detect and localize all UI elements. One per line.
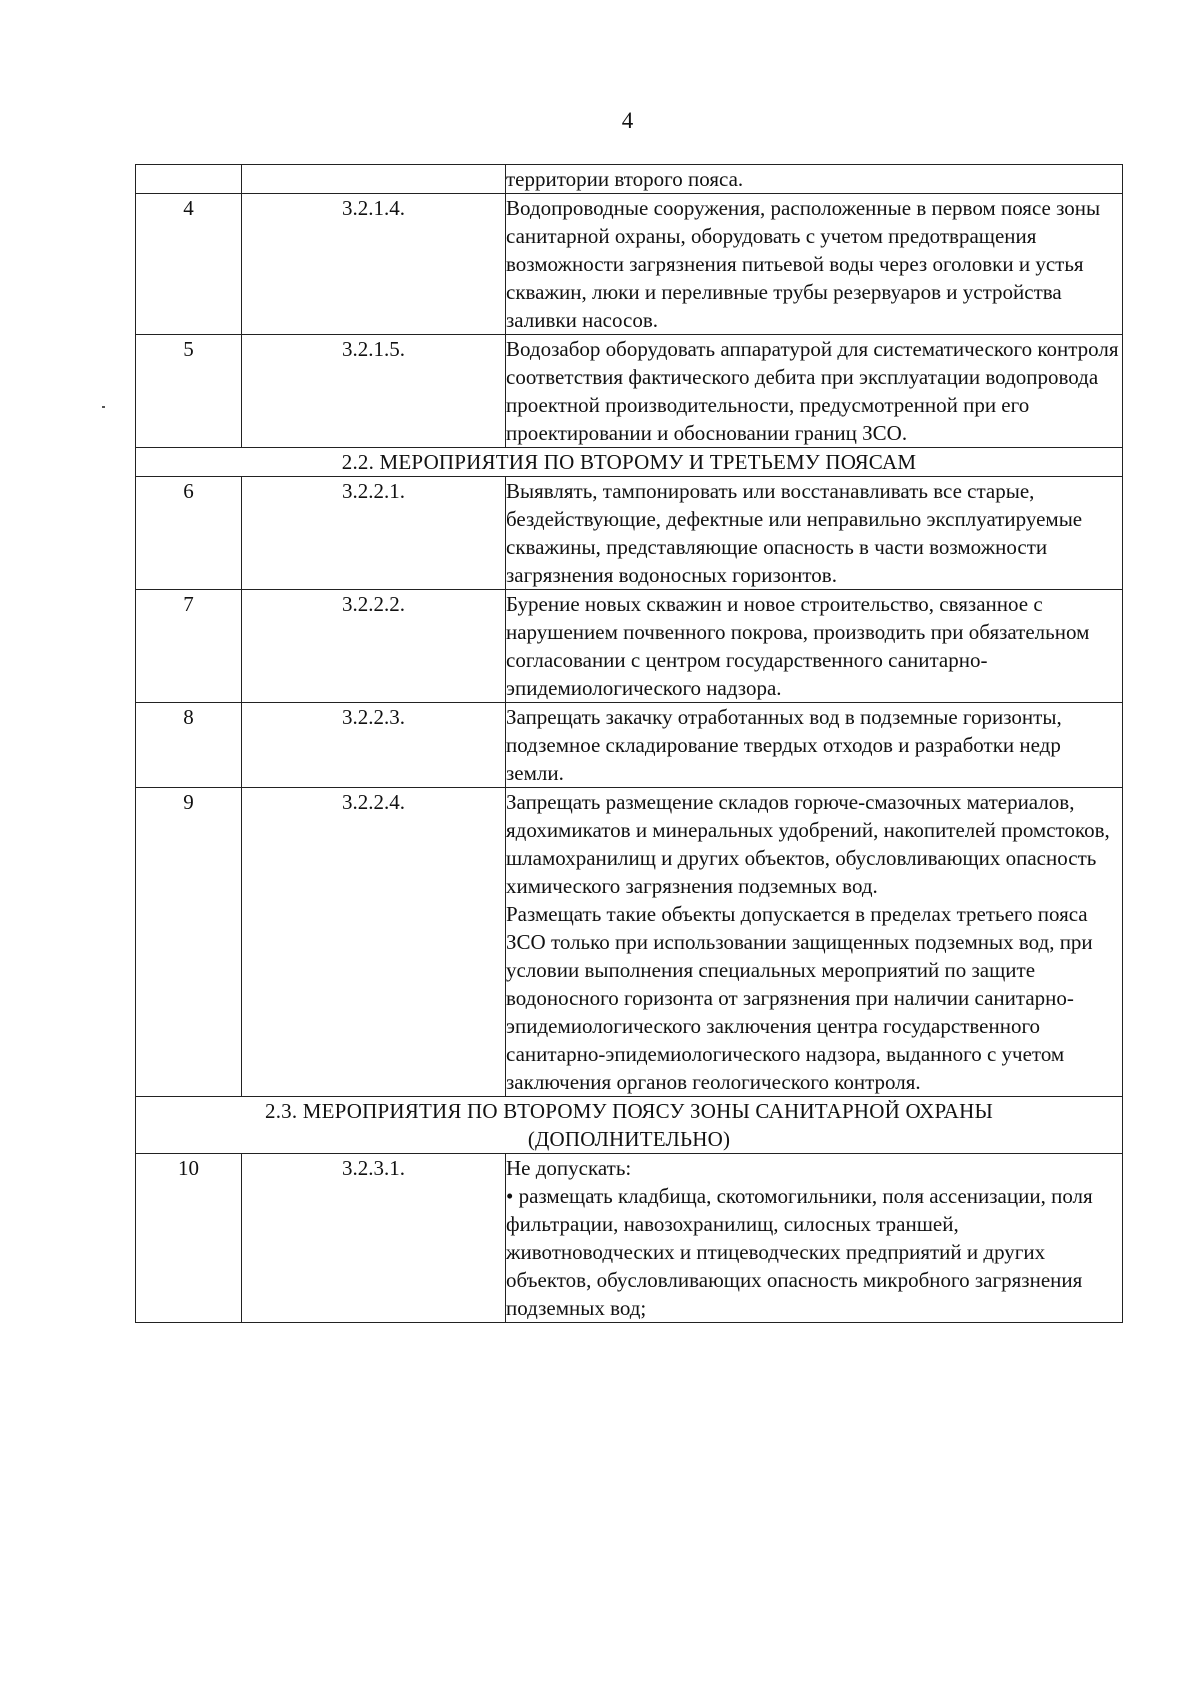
measure-text [506, 1154, 1123, 1323]
clause-code [242, 165, 506, 194]
clause-code: 3.2.2.4. [242, 788, 506, 1097]
clause-code: 3.2.1.5. [242, 335, 506, 448]
measure-paragraph: Размещать такие объекты допускается в пределах третьего пояса ЗСО только при использовании защищенных подземных вод, при условии выполнения специальных мероприятий по защите водоносного горизонта от загрязнения при наличии санитарно-эпидемиологического заключения центра государственного санитарно-эпидемиологического надзора, выданного с учетом заключения органов геологического контроля. [506, 902, 1093, 1094]
table-row [136, 165, 1123, 194]
row-number: 10 [136, 1154, 242, 1323]
measure-text: Запрещать закачку отработанных вод в подземные горизонты, подземное складирование твердых отходов и разработки недр земли. [506, 703, 1123, 788]
clause-code: 3.2.2.3. [242, 703, 506, 788]
measures-table [135, 164, 1123, 1323]
row-number: 4 [136, 194, 242, 335]
table-row [136, 703, 1123, 788]
section-row [136, 448, 1123, 477]
measure-text: Водозабор оборудовать аппаратурой для систематического контроля соответствия фактического дебита при эксплуатации водопровода проектной производительности, предусмотренной при его проектировании и обосновании границ ЗСО. [506, 335, 1123, 448]
table-row [136, 194, 1123, 335]
table-row [136, 590, 1123, 703]
section-heading: 2.2. МЕРОПРИЯТИЯ ПО ВТОРОМУ И ТРЕТЬЕМУ ПОЯСАМ [136, 448, 1123, 477]
table-row [136, 477, 1123, 590]
table-row [136, 788, 1123, 1097]
row-number: 7 [136, 590, 242, 703]
measure-text: территории второго пояса. [506, 165, 1123, 194]
measure-paragraph: Не допускать: [506, 1156, 632, 1180]
page-number: 4 [621, 108, 634, 133]
section-heading-line: 2.3. МЕРОПРИЯТИЯ ПО ВТОРОМУ ПОЯСУ ЗОНЫ САНИТАРНОЙ ОХРАНЫ [265, 1099, 993, 1123]
section-row [136, 1097, 1123, 1154]
row-number [136, 165, 242, 194]
row-number: 9 [136, 788, 242, 1097]
table-row [136, 335, 1123, 448]
measure-paragraph: животноводческих и птицеводческих предприятий и других объектов, обусловливающих опасность микробного загрязнения подземных вод; [506, 1240, 1083, 1320]
measure-text: Бурение новых скважин и новое строительство, связанное с нарушением почвенного покрова, производить при обязательном согласовании с центром государственного санитарно-эпидемиологического надзора. [506, 590, 1123, 703]
row-number: 6 [136, 477, 242, 590]
measure-text [506, 788, 1123, 1097]
section-heading [136, 1097, 1123, 1154]
section-heading-line: (ДОПОЛНИТЕЛЬНО) [527, 1127, 731, 1151]
row-number: 5 [136, 335, 242, 448]
scan-mark [102, 406, 105, 408]
measure-text: Водопроводные сооружения, расположенные в первом поясе зоны санитарной охраны, оборудовать с учетом предотвращения возможности загрязнения питьевой воды через оголовки и устья скважин, люки и переливные трубы резервуаров и устройства заливки насосов. [506, 194, 1123, 335]
clause-code: 3.2.2.2. [242, 590, 506, 703]
measure-paragraph: • размещать кладбища, скотомогильники, поля ассенизации, поля фильтрации, навозохранилищ, силосных траншей, [506, 1184, 1093, 1236]
clause-code: 3.2.2.1. [242, 477, 506, 590]
measure-paragraph: Запрещать размещение складов горюче-смазочных материалов, ядохимикатов и минеральных удобрений, накопителей промстоков, шламохранилищ и других объектов, обусловливающих опасность химического загрязнения подземных вод. [506, 790, 1110, 898]
row-number: 8 [136, 703, 242, 788]
clause-code: 3.2.3.1. [242, 1154, 506, 1323]
table-row [136, 1154, 1123, 1323]
clause-code: 3.2.1.4. [242, 194, 506, 335]
measure-text: Выявлять, тампонировать или восстанавливать все старые, бездействующие, дефектные или неправильно эксплуатируемые скважины, представляющие опасность в части возможности загрязнения водоносных горизонтов. [506, 477, 1123, 590]
